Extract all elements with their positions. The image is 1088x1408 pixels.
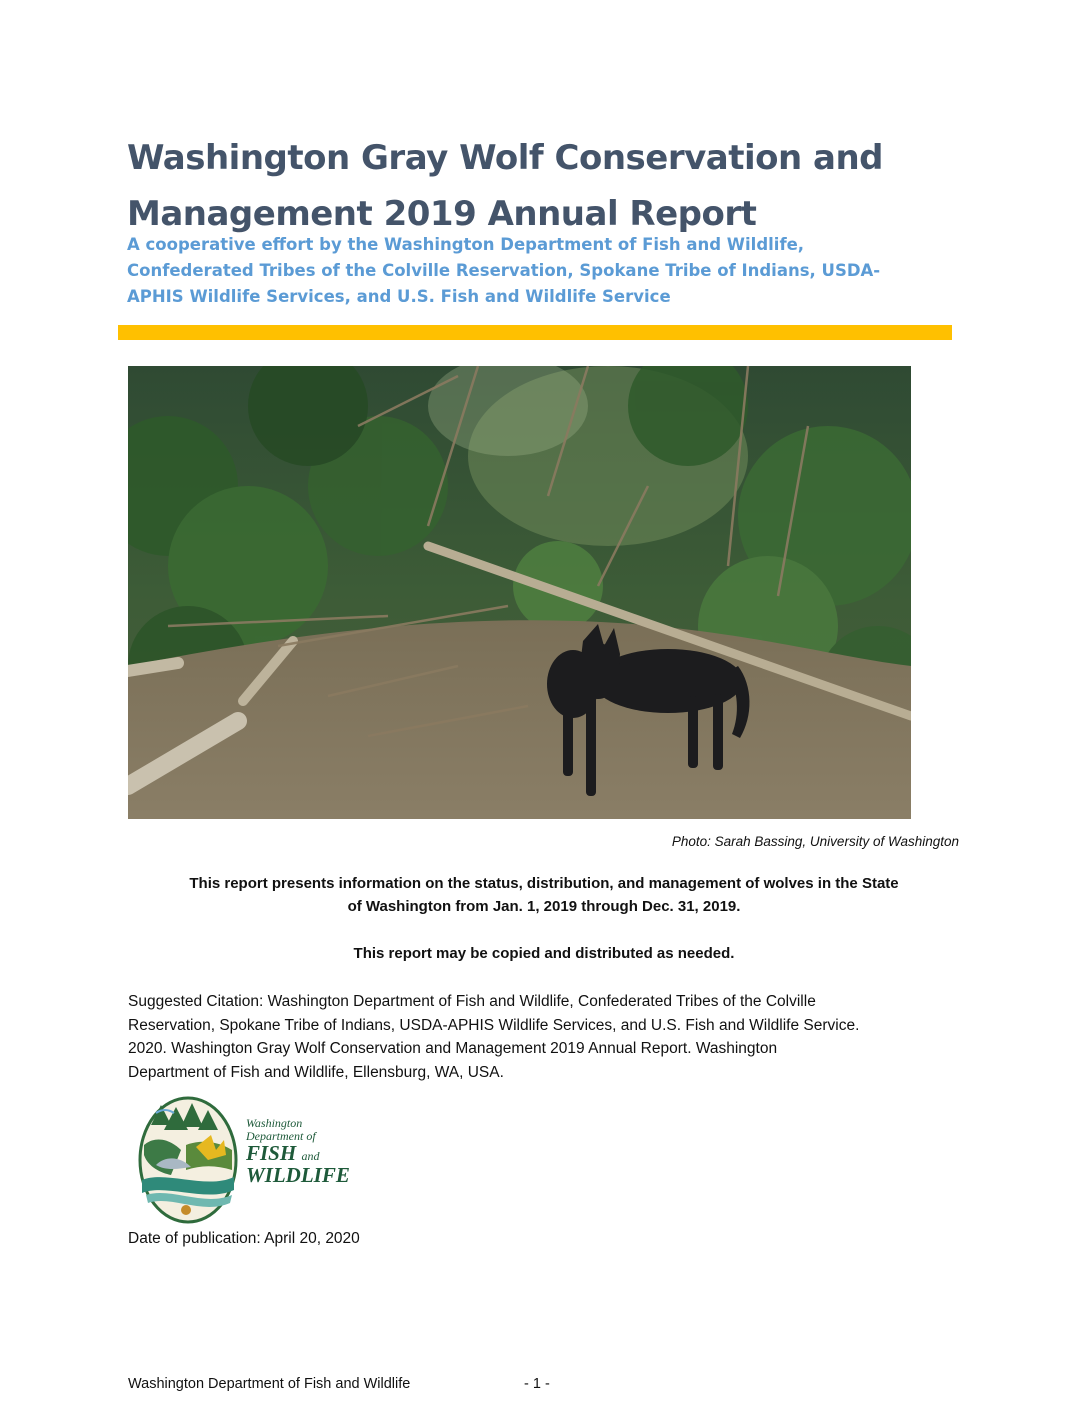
citation-line-1: Suggested Citation: Washington Department of Fish and Wildlife, Confederated Tribes of the Colville [128,993,816,1010]
wdfw-logo [136,1095,350,1225]
gold-divider [118,325,952,340]
summary-line-2: of Washington from Jan. 1, 2019 through Dec. 31, 2019. [347,898,741,915]
footer-organization: Washington Department of Fish and Wildlife [128,1376,411,1392]
report-title-line-2: Management 2019 Annual Report [127,194,757,234]
report-title-line-1: Washington Gray Wolf Conservation and [127,138,884,178]
logo-text-washington: Washington [246,1116,303,1130]
wdfw-logo-wordmark [246,1117,350,1186]
report-subtitle [127,232,967,310]
publication-date: Date of publication: April 20, 2020 [128,1230,360,1247]
report-title [127,130,967,242]
report-summary [120,872,968,918]
wolf-forest-photo [128,366,911,819]
summary-line-1: This report presents information on the status, distribution, and management of wolves in the State [189,875,899,892]
wdfw-emblem-icon [136,1095,246,1225]
logo-text-fish [246,1142,350,1164]
citation-line-3: 2020. Washington Gray Wolf Conservation and Management 2019 Annual Report. Washington [128,1040,778,1057]
subtitle-line-3: APHIS Wildlife Services, and U.S. Fish and Wildlife Service [127,287,671,306]
citation-line-4: Department of Fish and Wildlife, Ellensburg, WA, USA. [128,1063,504,1081]
logo-text-fish-main: FISH [246,1141,297,1166]
footer-page-number: - 1 - [524,1376,550,1392]
photo-credit: Photo: Sarah Bassing, University of Washington [671,834,959,849]
citation-line-2: Reservation, Spokane Tribe of Indians, USDA-APHIS Wildlife Services, and U.S. Fish and Wildlife Service. [128,1016,860,1034]
logo-text-and: and [301,1149,320,1164]
logo-text-wildlife: WILDLIFE [246,1163,350,1188]
subtitle-line-1: A cooperative effort by the Washington Department of Fish and Wildlife, [127,235,805,254]
cover-photo [128,366,911,819]
copy-notice: This report may be copied and distributed as needed. [353,945,735,962]
subtitle-line-2: Confederated Tribes of the Colville Reservation, Spokane Tribe of Indians, USDA- [127,261,881,280]
logo-text-department: Department of [246,1128,316,1143]
suggested-citation [128,990,958,1084]
